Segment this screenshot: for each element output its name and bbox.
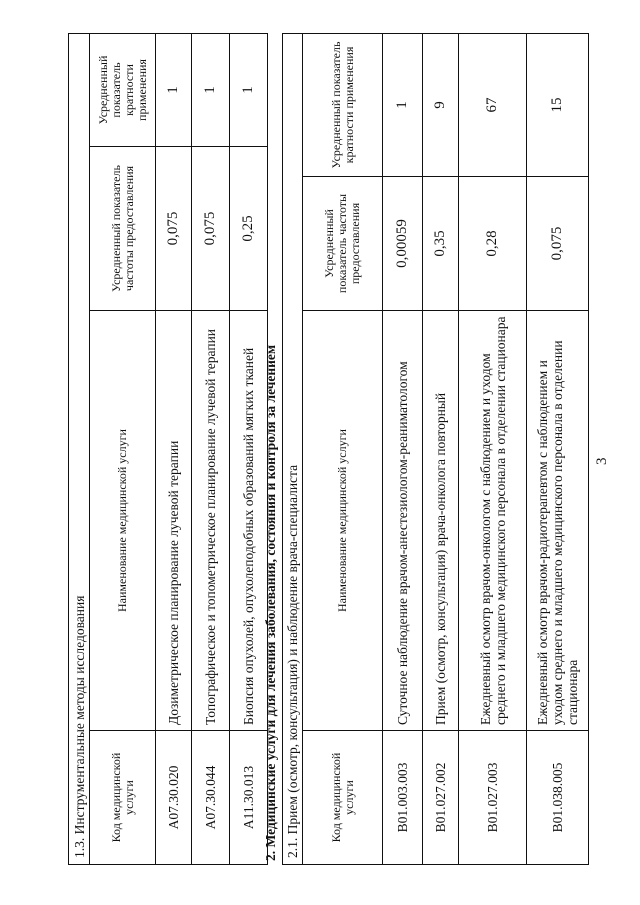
table-specialist-visits <box>282 33 589 865</box>
cell-name: Ежедневный осмотр врачом-радиотерапевтом с наблюдением и уходом среднего и младшего медицинского персонала в отделении стационара <box>527 311 589 731</box>
cell-mult: 1 <box>192 33 230 146</box>
cell-mult: 1 <box>383 33 423 176</box>
header-name: Наименование медицинской услуги <box>303 311 383 731</box>
cell-mult: 1 <box>230 33 268 146</box>
cell-name: Ежедневный осмотр врачом-онкологом с наблюдением и уходом среднего и младшего медицинского персонала в отделении стационара <box>459 311 527 731</box>
cell-freq: 0,075 <box>156 147 192 311</box>
cell-freq: 0,00059 <box>383 177 423 311</box>
cell-name: Суточное наблюдение врачом-анестезиологом-реаниматологом <box>383 311 423 731</box>
cell-freq: 0,25 <box>230 147 268 311</box>
table-row <box>527 33 589 864</box>
table-row <box>423 33 459 864</box>
cell-freq: 0,075 <box>192 147 230 311</box>
header-freq: Усредненный показатель частоты предоставления <box>303 177 383 311</box>
table-row <box>230 33 268 864</box>
header-code: Код медицинской услуги <box>90 731 156 865</box>
cell-mult: 1 <box>156 33 192 146</box>
cell-mult: 9 <box>423 33 459 176</box>
cell-code: A07.30.020 <box>156 731 192 865</box>
table-row <box>192 33 230 864</box>
header-name: Наименование медицинской услуги <box>90 311 156 731</box>
cell-name: Топографическое и топометрическое планирование лучевой терапии <box>192 311 230 731</box>
cell-code: B01.027.002 <box>423 731 459 865</box>
header-code: Код медицинской услуги <box>303 731 383 865</box>
cell-mult: 15 <box>527 33 589 176</box>
header-mult: Усредненный показатель кратности применения <box>303 33 383 176</box>
cell-code: A07.30.044 <box>192 731 230 865</box>
section-title-2-1: 2.1. Прием (осмотр, консультация) и наблюдение врача-специалиста <box>283 33 303 864</box>
cell-code: B01.003.003 <box>383 731 423 865</box>
table-instrumental-methods <box>68 33 268 865</box>
header-mult: Усредненный показатель кратности применения <box>90 33 156 146</box>
table-row <box>156 33 192 864</box>
cell-code: B01.027.003 <box>459 731 527 865</box>
table-row <box>459 33 527 864</box>
table-row <box>383 33 423 864</box>
page-number: 3 <box>594 457 610 465</box>
cell-mult: 67 <box>459 33 527 176</box>
cell-code: A11.30.013 <box>230 731 268 865</box>
cell-freq: 0,35 <box>423 177 459 311</box>
cell-code: B01.038.005 <box>527 731 589 865</box>
cell-name: Биопсия опухолей, опухолеподобных образований мягких тканей <box>230 311 268 731</box>
section-title-1-3: 1.3. Инструментальные методы исследования <box>69 33 90 864</box>
cell-freq: 0,075 <box>527 177 589 311</box>
section-title-2: 2. Медицинские услуги для лечения заболевания, состояния и контроля за лечением <box>263 344 278 861</box>
cell-name: Прием (осмотр, консультация) врача-онколога повторный <box>423 311 459 731</box>
cell-freq: 0,28 <box>459 177 527 311</box>
cell-name: Дозиметрическое планирование лучевой терапии <box>156 311 192 731</box>
header-freq: Усредненный показатель частоты предоставления <box>90 147 156 311</box>
